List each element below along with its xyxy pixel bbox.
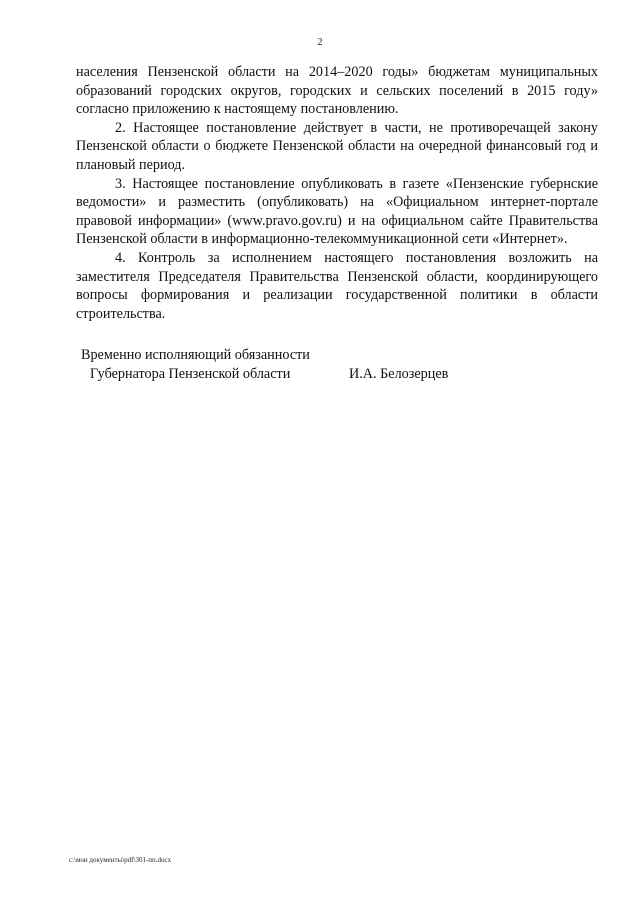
- signatory-position-line2: Губернатора Пензенской области: [90, 366, 291, 382]
- signatory-position-line1: Временно исполняющий обязанности: [81, 347, 310, 363]
- footer-file-path: c:\мои документы\pdf\301-пп.docx: [69, 856, 172, 864]
- paragraph-3: 3. Настоящее постановление опубликовать в газете «Пензенские губернские ведомости» и разместить (опубликовать) на «Официальном интернет-портале правовой информации» (www.pravo.gov.ru) и на официальном сайте Правительства Пензенской области в информационно-телекоммуникационной сети «Интернет».: [76, 175, 598, 248]
- paragraph-continuation: населения Пензенской области на 2014–2020 годы» бюджетам муниципальных образований городских округов, городских и сельских поселений в 2015 году» согласно приложению к настоящему постановлению.: [76, 64, 598, 118]
- signatory-name: И.А. Белозерцев: [349, 366, 449, 382]
- paragraph-4: 4. Контроль за исполнением настоящего постановления возложить на заместителя Председателя Правительства Пензенской области, координирующего вопросы формирования и реализации государственной политики в области строительства.: [76, 249, 598, 322]
- paragraph-2: 2. Настоящее постановление действует в части, не противоречащей закону Пензенской области о бюджете Пензенской области на очередной финансовый год и плановый период.: [76, 119, 598, 173]
- page-number: 2: [317, 37, 323, 48]
- document-body: [76, 63, 598, 323]
